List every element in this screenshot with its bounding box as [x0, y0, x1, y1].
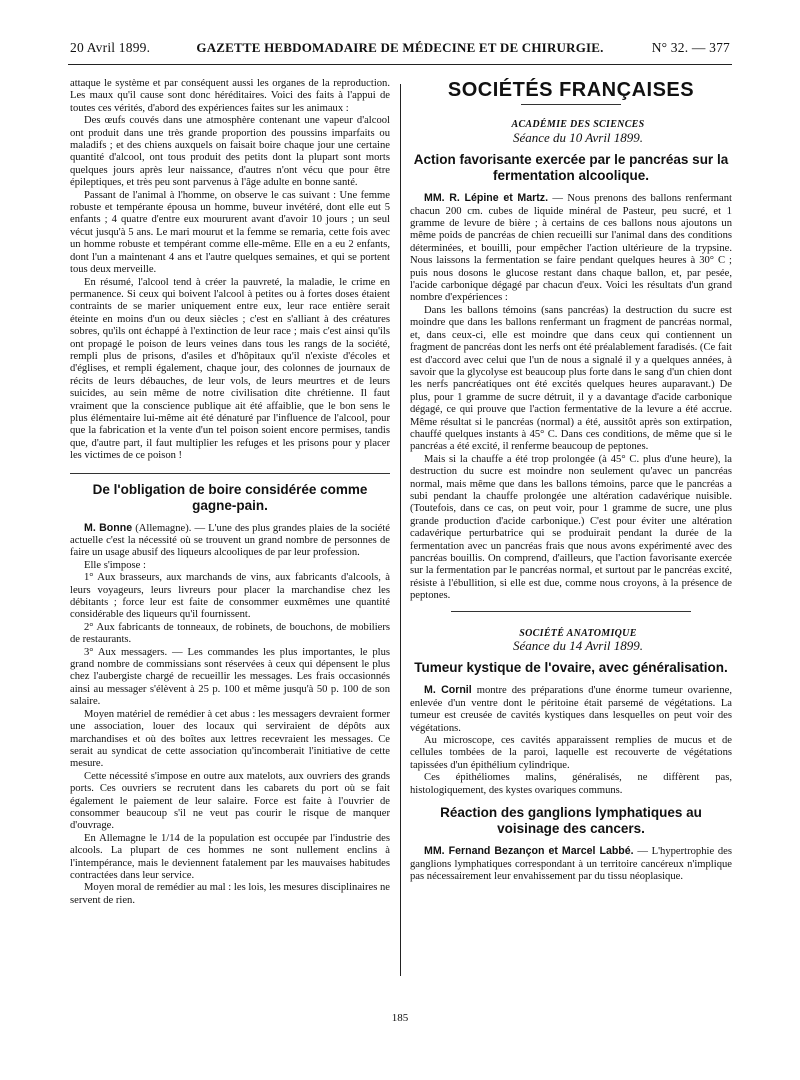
paragraph: Moyen moral de remédier au mal : les lois, les mesures disciplinaires ne servent de rien. [70, 882, 390, 906]
paragraph: Passant de l'animal à l'homme, on observe le cas suivant : Une femme robuste et tempérante épousa un homme, buveur invétéré, dont elle eut 5 enfants ; 4 quatre d'entre eux moururent avant d'avoir 10 jours ; un seul vécut jusqu'à 5 ans. Le mari mourut et la femme se remaria, cette fois avec un homme robuste et tempérant comme elle-même. Elle en a eu 2 enfants, dont l'un a maintenant 4 ans et l'autre quelques semaines, et qui se portent tous deux merveille. [70, 189, 390, 276]
society-label: SOCIÉTÉ ANATOMIQUE [519, 627, 637, 639]
page-footer-number: 185 [391, 1012, 409, 1024]
left-column [70, 78, 390, 907]
section-rule [521, 104, 621, 105]
article-title-ganglions: Réaction des ganglions lymphatiques au voisinage des cancers. [440, 805, 702, 837]
article-title-boire: De l'obligation de boire considérée comme gagne-pain. [92, 481, 368, 513]
section-rule [451, 611, 691, 612]
section-title: SOCIÉTÉS FRANÇAISES [447, 79, 695, 101]
journal-title: GAZETTE HEBDOMADAIRE DE MÉDECINE ET DE CHIRURGIE. [196, 40, 604, 55]
society-label: ACADÉMIE DES SCIENCES [511, 119, 645, 131]
paragraph: Ces épithéliomes malins, généralisés, ne diffèrent pas, histologiquement, des kystes ovariques communs. [410, 772, 732, 796]
author: M. Bonne [84, 521, 133, 534]
issue-page-number: N° 32. — 377 [651, 40, 730, 55]
paragraph: 1° Aux brasseurs, aux marchands de vins, aux fabricants d'alcools, à leurs voyageurs, leurs livreurs pour placer la marchandise chez les débitants ; force leur est faite de consommer euxmêmes une quantité considérable des liqueurs qu'il fournissent. [70, 572, 390, 621]
paragraph: Des œufs couvés dans une atmosphère contenant une vapeur d'alcool ont produit dans une très grande proportion des poussins imparfaits ou maladifs ; et des chiens auxquels on faisait boire chaque jour une certaine quantité d'alcool, ont tous produit des petits dont la plupart sont morts quelques jours après leur naissance, d'autres n'ont vécu que pour être épileptiques, et très peu sont parvenus à l'âge adulte en bonne santé. [70, 115, 390, 189]
paragraph: En Allemagne le 1/14 de la population est occupée par l'industrie des alcools. La plupart de ces hommes ne sont nullement enclins à l'intempérance, mais le deviennent fatalement par les mauvaises habitudes contractées dans leur service. [70, 832, 390, 881]
column-divider [400, 84, 401, 976]
author: M. Cornil [424, 684, 472, 697]
header-rule [68, 64, 732, 65]
paragraph: attaque le système et par conséquent aussi les organes de la reproduction. Les maux qu'il cause sont donc héréditaires. Voici des faits à l'appui de toutes ces vérités, d'abord des expériences faites sur les animaux : [70, 78, 390, 114]
issue-date: 20 Avril 1899. [70, 40, 151, 55]
paragraph: Mais si la chauffe a été trop prolongée (à 45° C. plus d'une heure), la destruction du sucre est moindre non seulement qu'avec un pancréas normal, mais même que dans les ballons témoins, parce que le pancréas a subi pendant la chauffe prolongée une altération cadavérique nuisible. (Toutefois, dans ce cas, on peut voir, pour 1 gramme de sucre, une plus grande production d'acide carbonique.) C'est pour éviter une altération cadavérique perturbatrice qui se produirait pendant la durée de la fermentation avec un pancréas frais que nous avons expérimenté avec des pancréas bouillis. On comprend, d'ailleurs, que l'action favorisante exercée sur la fermentation par le pancréas normal, et surtout par le pancréas excité, résiste à l'ébullition, si elle est due, comme nous croyons, à la présence de peptones. [410, 453, 732, 602]
paragraph: Dans les ballons témoins (sans pancréas) la destruction du sucre est moindre que dans les ballons renfermant un fragment de pancréas normal, et, dans ceux-ci, elle est moindre que dans ceux qui contiennent un fragment de pancréas dont les nerfs ont été préalablement faradisés. (Ce fait est d'accord avec celui que l'un de nous a signalé il y a quelques années, à savoir que la glycolyse est beaucoup plus forte dans le sang d'un chien dont les nerfs pancréatiques ont été excités quelques heures auparavant.) De plus, pour 1 gramme de sucre détruit, il y a davantage d'acide carbonique dégagé, ce qui prouve que l'action fermentative de la levure a été accrue. Même résultat si le pancréas (normal) a été, aussitôt après son extirpation, chauffé quelques instants à 45° C. Dans ces conditions, de même que si le pancréas a été excité, il renferme beaucoup de peptones. [410, 304, 732, 453]
authors: MM. R. Lépine et Martz. [424, 192, 549, 205]
paragraph: Moyen matériel de remédier à cet abus : les messagers devraient former une association, louer des locaux qui serviraient de dépôts aux marchandises et où des boîtes aux lettres recevraient les messages. Ce serait au syndicat de cette association qu'incomberait l'initiative de cette mesure. [70, 708, 390, 770]
article-intro: MM. Fernand Bezançon et Marcel Labbé. — L'hypertrophie des ganglions lymphatiques correspondant à un territoire cancéreux n'implique pas nécessairement leur envahissement par du tissu néoplasique. [410, 845, 733, 882]
article-intro: MM. R. Lépine et Martz. — Nous prenons des ballons renfermant chacun 200 cm. cubes de liquide minéral de Pasteur, peu sucré, et 1 gramme de levure de bière ; à certains de ces ballons nous ajoutons un même poids de pancréas de chien recueilli sur l'animal dans des conditions déterminées, et bouilli, pour empêcher l'action ultérieure de la trypsine. Nous laissons la fermentation se faire pendant quelques heures à 30° C ; puis nous dosons le glucose restant dans chaque ballon, et, par pesée, l'acide carbonique dégagé par chacun d'eux. Voici les résultats d'un grand nombre d'expériences : [410, 192, 732, 304]
running-header [70, 40, 730, 62]
article-title-tumeur: Tumeur kystique de l'ovaire, avec généralisation. [414, 660, 728, 676]
authors: MM. Fernand Bezançon et Marcel Labbé. [424, 845, 634, 858]
seance-date: Séance du 14 Avril 1899. [512, 638, 644, 654]
paragraph: Elle s'impose : [84, 559, 146, 571]
section-rule [70, 473, 390, 474]
article-intro: M. Cornil montre des préparations d'une énorme tumeur ovarienne, enlevée d'un ventre dont le péritoine était parsemé de végétations. La tumeur est creusée de cavités kystiques dans lesquelles on peut voir des végétations. [410, 684, 732, 734]
right-column [410, 78, 732, 883]
paragraph: 3° Aux messagers. — Les commandes les plus importantes, le plus grand nombre de commissians sont réservées à ceux qui dépensent le plus chez l'aubergiste chargé de recueillir les messages. Les frais occasionnés ainsi au messager s'élèvent à 25 p. 100 et même jusqu'à 50 p. 100 de son salaire. [70, 646, 390, 708]
article-intro: M. Bonne (Allemagne). — L'une des plus grandes plaies de la société actuelle c'est la nécessité où se trouvent un grand nombre de personnes de faire un usage abusif des liqueurs alcooliques de par leur profession. [70, 521, 390, 559]
paragraph: En résumé, l'alcool tend à créer la pauvreté, la maladie, le crime en permanence. Si ceux qui boivent l'alcool à petites ou à fortes doses étaient contraints de se marier uniquement entre eux, leur race entière serait éteinte en moins d'un ou deux siècles ; c'est en s'alliant à des créatures sobres, qu'ils ont échappé à l'extinction de leur race ; mais c'est ainsi qu'ils ont propagé le poison de leurs veines dans tous les rangs de la société, rempli plus de prisons, d'asiles et d'hôpitaux qu'il n'existe d'écoles et d'églises, et rempli également, chaque jour, des colonnes de journaux de récits de leurs débauches, de leur vols, de leurs meurtres et de leurs suicides, au sein même de notre civilisation dite chrétienne. Il faut vraiment que la conscience publique ait été affaiblie, que le bon sens le plus élémentaire lui-même ait été dénaturé par l'influence de l'alcool, pour que la fabrication et la vente d'un tel poison soient encore permises, tandis que, d'autre part, il faut multiplier les refuges et les prisons pour y placer les victimes de ce poison ! [70, 276, 390, 462]
paragraph: Cette nécessité s'impose en outre aux matelots, aux ouvriers des grands ports. Ces ouvriers se recrutent dans les cabarets du port où se fait également le paiement de leur salaire. Force est faite à l'ouvrier de consommer beaucoup s'il ne veut pas courir le risque de manquer d'ouvrage. [70, 770, 390, 832]
seance-date: Séance du 10 Avril 1899. [512, 129, 644, 145]
paragraph: Au microscope, ces cavités apparaissent remplies de mucus et de cellules tombées de la paroi, laquelle est recouverte de végétations tapissées d'un épithélium cylindrique. [410, 735, 732, 771]
article-title-pancreas: Action favorisante exercée par le pancréas sur la fermentation alcoolique. [413, 152, 729, 184]
paragraph: 2° Aux fabricants de tonneaux, de robinets, de bouchons, de mobiliers de restaurants. [70, 621, 390, 646]
